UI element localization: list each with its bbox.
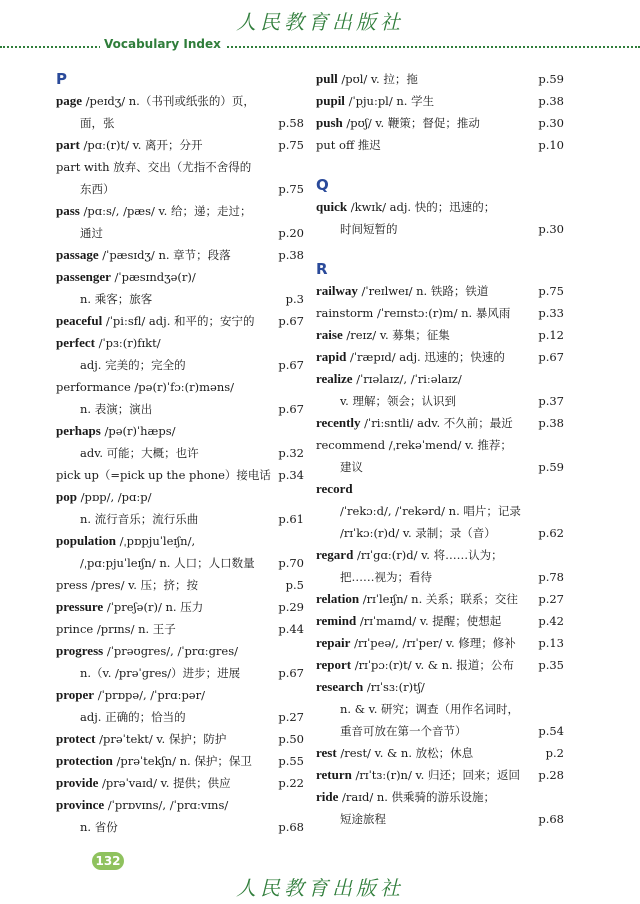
headword: repair — [316, 635, 351, 650]
page-reference: p.67 — [275, 354, 304, 376]
page-reference: p.44 — [275, 618, 304, 640]
entry-text: /ˈprəʊgres/, /ˈprɑːgres/ — [103, 644, 239, 658]
headword: record — [316, 481, 353, 496]
page-reference: p.22 — [275, 772, 304, 794]
index-line — [56, 486, 304, 508]
index-line — [316, 280, 564, 302]
entry-text: /rɪˈpɔː(r)t/ v. & n. 报道；公布 — [351, 658, 514, 672]
headword: rest — [316, 745, 337, 760]
headword: research — [316, 679, 364, 694]
index-line — [316, 412, 564, 434]
entry-text: /ˈpæsɪdʒ/ n. 章节；段落 — [98, 248, 231, 262]
headword: perhaps — [56, 423, 101, 438]
entry-text: /ˈpreʃə(r)/ n. 压力 — [103, 600, 204, 614]
entry-text: /ˈræpɪd/ adj. 迅速的；快速的 — [346, 350, 505, 364]
page-reference: p.50 — [275, 728, 304, 750]
index-line — [316, 434, 564, 456]
headword: pupil — [316, 93, 345, 108]
headword: proper — [56, 687, 95, 702]
entry-text: 通过 — [80, 226, 103, 240]
index-line — [316, 196, 564, 218]
headword: regard — [316, 547, 354, 562]
index-line — [56, 574, 304, 596]
headword: protect — [56, 731, 96, 746]
index-line — [56, 530, 304, 552]
page-reference: p.38 — [535, 412, 564, 434]
headword: push — [316, 115, 343, 130]
section-gap — [316, 156, 564, 174]
index-line — [316, 218, 564, 240]
page-reference: p.67 — [275, 662, 304, 684]
entry-text: performance /pə(r)ˈfɔː(r)məns/ — [56, 380, 235, 394]
index-line — [56, 750, 304, 772]
page-reference: p.59 — [535, 456, 564, 478]
index-line — [56, 794, 304, 816]
headword: recently — [316, 415, 361, 430]
index-line — [56, 354, 304, 376]
page-reference: p.34 — [275, 464, 304, 486]
entry-text: /rɪˈleɪʃn/ n. 关系；联系；交往 — [359, 592, 518, 606]
page-reference: p.13 — [535, 632, 564, 654]
headword: raise — [316, 327, 343, 342]
entry-text: 面，张 — [80, 116, 115, 130]
page-reference: p.5 — [283, 574, 304, 596]
index-line — [56, 222, 304, 244]
section-gap — [316, 240, 564, 258]
index-line — [316, 500, 564, 522]
headword: part — [56, 137, 80, 152]
page-reference: p.28 — [535, 764, 564, 786]
entry-text: /pə(r)ˈhæps/ — [100, 424, 176, 438]
index-line — [56, 772, 304, 794]
entry-text: /rɪˈgɑː(r)d/ v. 将……认为； — [353, 548, 503, 562]
headword: report — [316, 657, 352, 672]
headword: protection — [56, 753, 113, 768]
headword: return — [316, 767, 352, 782]
page-reference: p.70 — [275, 552, 304, 574]
header-dotted-rule — [0, 46, 640, 48]
index-line — [316, 544, 564, 566]
headword: population — [56, 533, 116, 548]
entry-text: /prəˈtekʃn/ n. 保护；保卫 — [112, 754, 252, 768]
entry-text: /prəˈvaɪd/ v. 提供；供应 — [98, 776, 231, 790]
index-line — [56, 288, 304, 310]
headword: passage — [56, 247, 99, 262]
index-line — [56, 728, 304, 750]
section-title: Vocabulary Index — [100, 37, 225, 51]
headword: pull — [316, 71, 338, 86]
entry-text: /ˈriːsntli/ adv. 不久前；最近 — [360, 416, 513, 430]
letter-heading-q: Q — [316, 176, 329, 194]
entry-text: 重音可放在第一个音节） — [340, 724, 467, 738]
entry-text: 把……视为；看待 — [340, 570, 432, 584]
entry-text: n. & v. 研究；调查（用作名词时， — [340, 702, 520, 716]
page-reference: p.12 — [535, 324, 564, 346]
page-reference: p.54 — [535, 720, 564, 742]
right-column — [316, 68, 564, 830]
page-reference: p.75 — [275, 178, 304, 200]
headword: peaceful — [56, 313, 103, 328]
entry-text: /pɑːs/, /pæs/ v. 给；递；走过； — [79, 204, 252, 218]
index-line — [56, 376, 304, 398]
index-line — [316, 654, 564, 676]
index-line — [316, 610, 564, 632]
publisher-logo-top: 人民教育出版社 — [236, 10, 404, 34]
entry-text: n. 乘客；旅客 — [80, 292, 153, 306]
index-line — [56, 420, 304, 442]
entry-text: /ˈprɒpə/, /ˈprɑːpər/ — [94, 688, 205, 702]
index-line — [56, 464, 304, 486]
entry-text: /ˌpɑːpjuˈleɪʃn/ n. 人口；人口数量 — [80, 556, 255, 570]
index-line — [56, 596, 304, 618]
page-reference: p.33 — [535, 302, 564, 324]
index-line — [316, 720, 564, 742]
entry-text: /pʊʃ/ v. 鞭策；督促；推动 — [342, 116, 480, 130]
entry-text: prince /prɪns/ n. 王子 — [56, 622, 176, 636]
headword: province — [56, 797, 105, 812]
page-reference: p.61 — [275, 508, 304, 530]
page-reference: p.42 — [535, 610, 564, 632]
headword: railway — [316, 283, 358, 298]
page-reference: p.20 — [275, 222, 304, 244]
page-reference: p.68 — [275, 816, 304, 838]
entry-text: /reɪz/ v. 募集；征集 — [342, 328, 450, 342]
headword: page — [56, 93, 82, 108]
entry-text: /peɪdʒ/ n.（书刊或纸张的）页， — [82, 94, 255, 108]
index-line — [316, 478, 564, 500]
page-reference: p.67 — [275, 310, 304, 332]
index-line — [56, 90, 304, 112]
index-line — [316, 90, 564, 112]
index-line — [316, 698, 564, 720]
headword: provide — [56, 775, 99, 790]
index-line — [316, 324, 564, 346]
entry-text: /rest/ v. & n. 放松；休息 — [336, 746, 474, 760]
page-reference: p.32 — [275, 442, 304, 464]
index-line — [56, 706, 304, 728]
index-line — [56, 684, 304, 706]
entry-text: v. 理解；领会；认识到 — [340, 394, 456, 408]
entry-text: /rɪˈmaɪnd/ v. 提醒；使想起 — [356, 614, 502, 628]
page-reference: p.58 — [275, 112, 304, 134]
entry-text: 短途旅程 — [340, 812, 386, 826]
entry-text: 建议 — [340, 460, 363, 474]
entry-text: 时间短暂的 — [340, 222, 398, 236]
entry-text: rainstorm /ˈreɪnstɔː(r)m/ n. 暴风雨 — [316, 306, 511, 320]
index-line — [56, 178, 304, 200]
page-reference: p.68 — [535, 808, 564, 830]
headword: quick — [316, 199, 348, 214]
entry-text: /rɪˈsɜː(r)tʃ/ — [363, 680, 425, 694]
entry-text: 东西） — [80, 182, 115, 196]
index-line — [316, 764, 564, 786]
index-line — [316, 346, 564, 368]
entry-text: /ˈpæsɪndʒə(r)/ — [110, 270, 196, 284]
entry-text: put off 推迟 — [316, 138, 381, 152]
index-line — [56, 244, 304, 266]
entry-text: adj. 完美的；完全的 — [80, 358, 186, 372]
page-reference: p.67 — [535, 346, 564, 368]
index-line — [56, 156, 304, 178]
index-line — [316, 134, 564, 156]
page-reference: p.55 — [275, 750, 304, 772]
entry-text: /ˈprɒvɪns/, /ˈprɑːvɪns/ — [104, 798, 229, 812]
headword: remind — [316, 613, 357, 628]
index-line — [56, 508, 304, 530]
letter-heading-r: R — [316, 260, 328, 278]
page-reference: p.67 — [275, 398, 304, 420]
left-column — [56, 68, 304, 838]
page-number-badge: 132 — [92, 852, 124, 870]
index-line — [316, 68, 564, 90]
headword: progress — [56, 643, 104, 658]
index-line — [56, 398, 304, 420]
entry-text: press /pres/ v. 压；挤；按 — [56, 578, 199, 592]
page-reference: p.30 — [535, 112, 564, 134]
entry-text: /ˈreɪlweɪ/ n. 铁路；铁道 — [357, 284, 489, 298]
headword: perfect — [56, 335, 95, 350]
entry-text: pick up（=pick up the phone）接电话 — [56, 468, 271, 482]
entry-text: /pɑː(r)t/ v. 离开；分开 — [79, 138, 203, 152]
page-reference: p.30 — [535, 218, 564, 240]
page-reference: p.62 — [535, 522, 564, 544]
page-reference: p.29 — [275, 596, 304, 618]
entry-text: /ˈpiːsfl/ adj. 和平的；安宁的 — [102, 314, 255, 328]
entry-list-p — [56, 90, 304, 838]
index-line — [56, 310, 304, 332]
publisher-logo-bottom: 人民教育出版社 — [236, 876, 404, 900]
entry-text: /pʊl/ v. 拉；拖 — [337, 72, 418, 86]
index-line — [56, 266, 304, 288]
index-line — [316, 112, 564, 134]
index-line — [56, 640, 304, 662]
entry-text: n. 省份 — [80, 820, 118, 834]
page-reference: p.27 — [275, 706, 304, 728]
entry-list-p-continued — [316, 68, 564, 156]
index-line — [56, 332, 304, 354]
headword: pass — [56, 203, 80, 218]
index-line — [316, 456, 564, 478]
headword: ride — [316, 789, 339, 804]
index-line — [316, 368, 564, 390]
headword: passenger — [56, 269, 111, 284]
page-reference: p.35 — [535, 654, 564, 676]
entry-text: /rɪˈtɜː(r)n/ v. 归还；回来；返回 — [351, 768, 520, 782]
page-reference: p.59 — [535, 68, 564, 90]
page-reference: p.37 — [535, 390, 564, 412]
page-reference: p.75 — [275, 134, 304, 156]
entry-text: adv. 可能；大概；也许 — [80, 446, 199, 460]
index-line — [316, 588, 564, 610]
page-reference: p.38 — [535, 90, 564, 112]
entry-text: /prəˈtekt/ v. 保护；防护 — [95, 732, 227, 746]
index-line — [316, 522, 564, 544]
entry-text: /ˈpɜː(r)fɪkt/ — [94, 336, 161, 350]
page-reference: p.27 — [535, 588, 564, 610]
entry-list-r — [316, 280, 564, 830]
headword: rapid — [316, 349, 347, 364]
entry-text: /kwɪk/ adj. 快的；迅速的； — [347, 200, 496, 214]
entry-text: n. 流行音乐；流行乐曲 — [80, 512, 199, 526]
index-line — [316, 566, 564, 588]
index-line — [316, 676, 564, 698]
entry-text: /pɒp/, /pɑːp/ — [76, 490, 152, 504]
headword: pop — [56, 489, 77, 504]
index-line — [316, 302, 564, 324]
index-line — [56, 552, 304, 574]
headword: relation — [316, 591, 360, 606]
entry-text: /ˌpɒpjuˈleɪʃn/, — [115, 534, 196, 548]
entry-text: recommend /ˌrekəˈmend/ v. 推荐； — [316, 438, 512, 452]
page-reference: p.2 — [543, 742, 564, 764]
index-line — [56, 662, 304, 684]
page-reference: p.10 — [535, 134, 564, 156]
entry-list-q — [316, 196, 564, 240]
index-line — [316, 808, 564, 830]
letter-heading-p: P — [56, 70, 67, 88]
index-line — [316, 390, 564, 412]
index-line — [56, 618, 304, 640]
page-reference: p.38 — [275, 244, 304, 266]
entry-text: /ˈrɪəlaɪz/, /ˈriːəlaɪz/ — [352, 372, 462, 386]
entry-text: /ˈrekɔːd/, /ˈrekərd/ n. 唱片；记录 — [340, 504, 521, 518]
index-line — [56, 200, 304, 222]
index-line — [316, 742, 564, 764]
index-line — [56, 816, 304, 838]
entry-text: /rɪˈpeə/, /rɪˈper/ v. 修理；修补 — [350, 636, 516, 650]
entry-text: n. 表演；演出 — [80, 402, 153, 416]
entry-text: /raɪd/ n. 供乘骑的游乐设施； — [338, 790, 496, 804]
index-line — [316, 786, 564, 808]
page-reference: p.78 — [535, 566, 564, 588]
index-line — [56, 134, 304, 156]
entry-text: /ˈpjuːpl/ n. 学生 — [344, 94, 435, 108]
headword: realize — [316, 371, 353, 386]
index-line — [56, 112, 304, 134]
index-line — [316, 632, 564, 654]
index-line — [56, 442, 304, 464]
headword: pressure — [56, 599, 104, 614]
entry-text: adj. 正确的；恰当的 — [80, 710, 186, 724]
entry-text: /rɪˈkɔː(r)d/ v. 录制；录（音） — [340, 526, 496, 540]
entry-text: n.（v. /prəˈgres/）进步；进展 — [80, 666, 241, 680]
entry-text: part with 放弃、交出（尤指不舍得的 — [56, 160, 252, 174]
page-reference: p.75 — [535, 280, 564, 302]
page-reference: p.3 — [283, 288, 304, 310]
